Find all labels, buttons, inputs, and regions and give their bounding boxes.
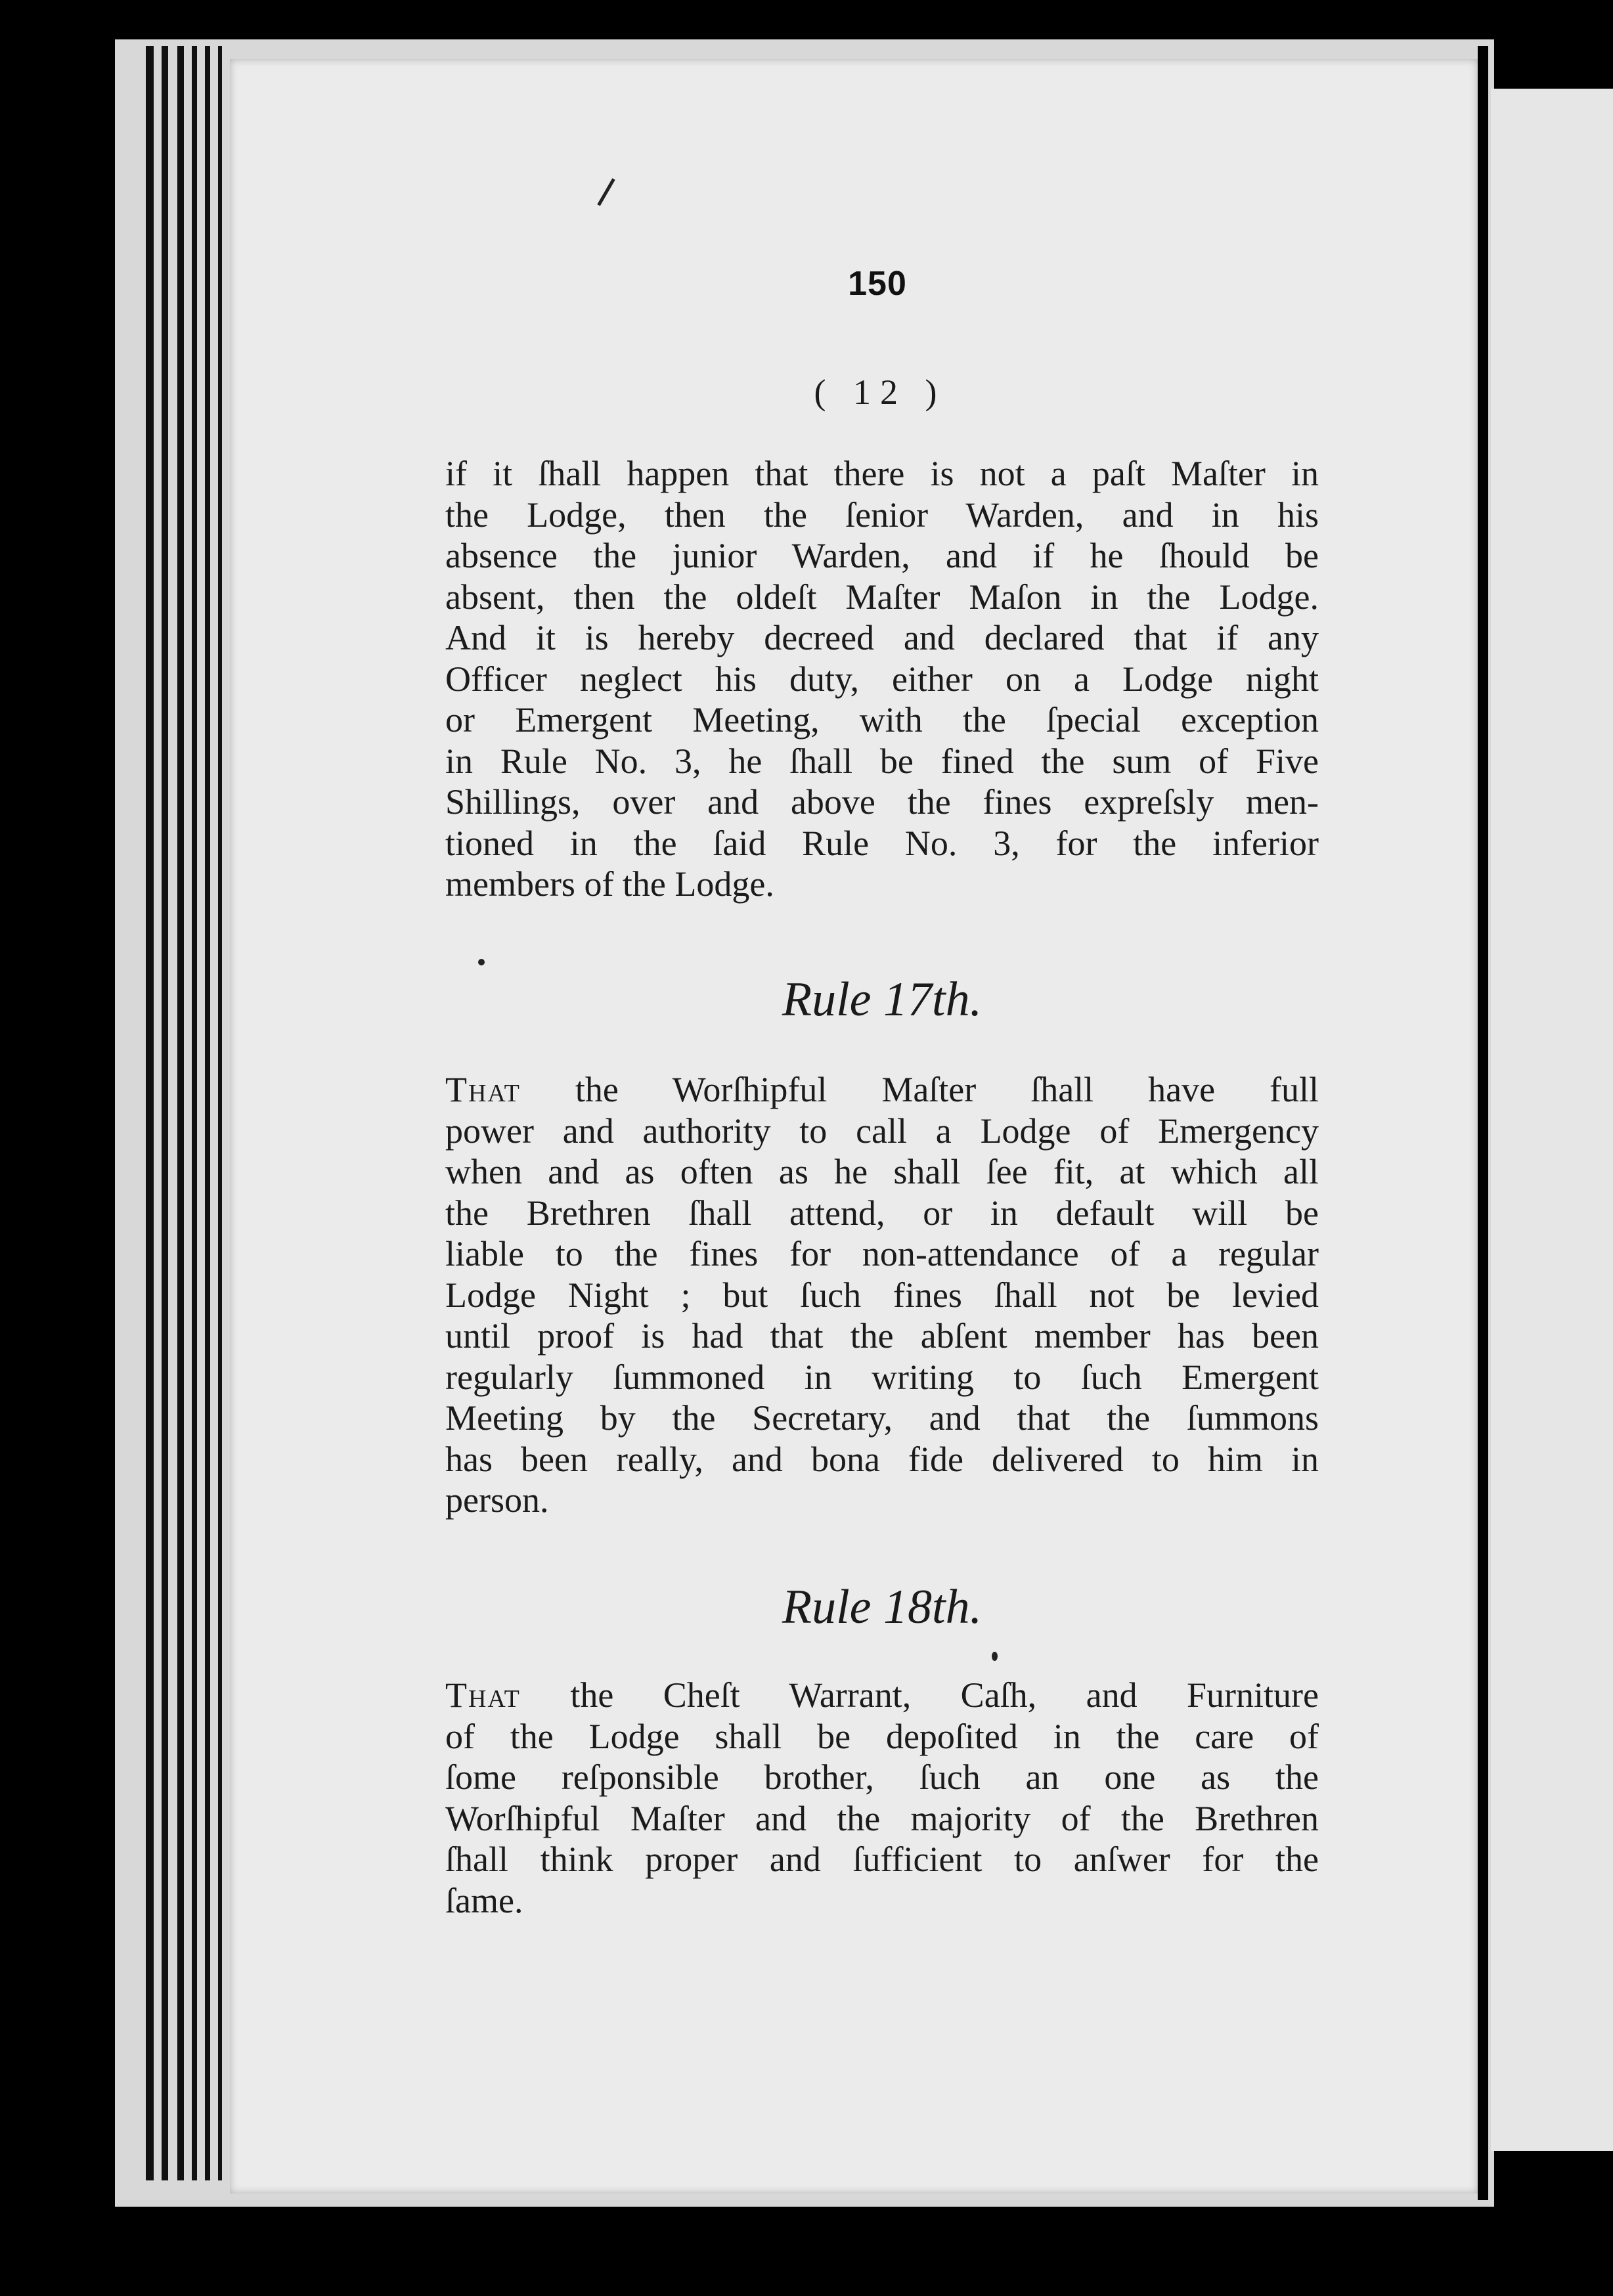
- page-edge: [218, 46, 222, 2180]
- text-line: members of the Lodge.: [445, 864, 774, 904]
- text-line: liable to the fines for non-attendance of a regular: [445, 1234, 1319, 1273]
- rule-18-lead: That: [445, 1675, 521, 1715]
- page-edge: [205, 46, 210, 2180]
- text-line: the Lodge, then the ſenior Warden, and in his: [445, 495, 1319, 535]
- text-line: the Cheſt Warrant, Caſh, and Furniture: [520, 1675, 1319, 1715]
- rule-18-paragraph: [445, 1675, 1319, 1921]
- text-line: Officer neglect his duty, either on a Lodge night: [445, 659, 1319, 699]
- text-line: tioned in the ſaid Rule No. 3, for the inferior: [445, 823, 1319, 863]
- ink-speck: [992, 1652, 998, 1661]
- page-edge: [177, 46, 184, 2180]
- text-line: power and authority to call a Lodge of Emergency: [445, 1111, 1319, 1151]
- folio-number: 150: [848, 265, 907, 303]
- text-line: Meeting by the Secretary, and that the ſummons: [445, 1398, 1319, 1438]
- text-line: until proof is had that the abſent member has been: [445, 1316, 1319, 1356]
- text-line: person.: [445, 1480, 549, 1520]
- text-line: the Brethren ſhall attend, or in default will be: [445, 1193, 1319, 1233]
- text-line: Worſhipful Maſter and the majority of the Brethren: [445, 1798, 1319, 1838]
- text-line: regularly ſummoned in writing to ſuch Emergent: [445, 1357, 1319, 1397]
- rule-17-lead: That: [445, 1070, 521, 1109]
- text-line: or Emergent Meeting, with the ſpecial exception: [445, 700, 1319, 740]
- page-gutter: [1478, 46, 1488, 2200]
- rule-17-paragraph: [445, 1069, 1319, 1521]
- text-line: ſame.: [445, 1880, 523, 1920]
- text-line: the Worſhipful Maſter ſhall have full: [520, 1070, 1319, 1109]
- rule-18-heading: Rule 18th.: [782, 1580, 983, 1634]
- text-line: in Rule No. 3, he ſhall be fined the sum of Five: [445, 741, 1319, 781]
- facing-page-edge: [1491, 89, 1613, 2151]
- text-line: ſome reſponsible brother, ſuch an one as the: [445, 1757, 1319, 1797]
- original-page-number: ( 12 ): [814, 372, 946, 412]
- text-line: has been really, and bona fide delivered to him in: [445, 1439, 1319, 1479]
- page-edge: [146, 46, 154, 2180]
- page-edge: [192, 46, 197, 2180]
- paragraph-intro: [445, 453, 1319, 905]
- text-line: when and as often as he shall ſee fit, at which all: [445, 1152, 1319, 1191]
- text-line: of the Lodge shall be depoſited in the care of: [445, 1716, 1319, 1756]
- text-line: And it is hereby decreed and declared that if any: [445, 618, 1319, 657]
- ink-speck: [478, 959, 485, 965]
- text-line: Shillings, over and above the fines expreſsly men-: [445, 782, 1319, 822]
- page-edge: [162, 46, 168, 2180]
- text-line: Lodge Night ; but ſuch fines ſhall not be levied: [445, 1275, 1319, 1315]
- text-line: absent, then the oldeſt Maſter Maſon in the Lodge.: [445, 577, 1319, 617]
- text-line: absence the junior Warden, and if he ſhould be: [445, 536, 1319, 575]
- rule-17-heading: Rule 17th.: [782, 973, 983, 1027]
- text-line: if it ſhall happen that there is not a paſt Maſter in: [445, 454, 1319, 493]
- text-line: ſhall think proper and ſufficient to anſwer for the: [445, 1840, 1319, 1879]
